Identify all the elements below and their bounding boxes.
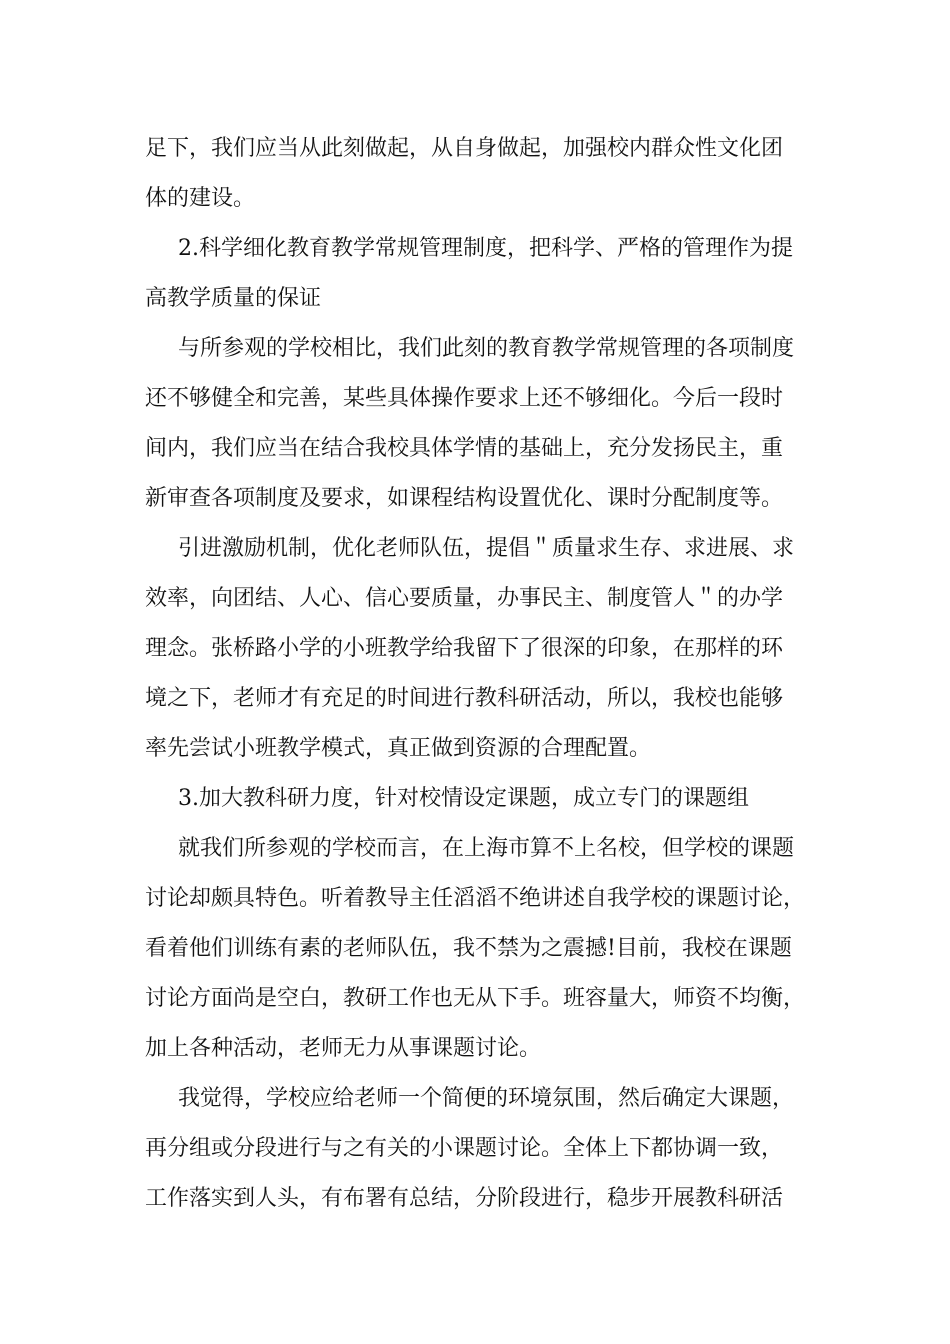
text-line: 讨论方面尚是空白，教研工作也无从下手。班容量大，师资不均衡， xyxy=(145,986,806,1011)
text-line: 看着他们训练有素的老师队伍，我不禁为之震撼!目前，我校在课题 xyxy=(145,936,792,961)
text-line: 体的建设。 xyxy=(145,186,256,211)
text-line: 间内，我们应当在结合我校具体学情的基础上，充分发扬民主，重 xyxy=(145,436,784,461)
text-line: 再分组或分段进行与之有关的小课题讨论。全体上下都协调一致， xyxy=(145,1136,784,1161)
text-line: 率先尝试小班教学模式，真正做到资源的合理配置。 xyxy=(145,736,652,761)
text-line: 足下，我们应当从此刻做起，从自身做起，加强校内群众性文化团 xyxy=(145,136,784,161)
text-line: 新审查各项制度及要求，如课程结构设置优化、课时分配制度等。 xyxy=(145,486,784,511)
text-line: 理念。张桥路小学的小班教学给我留下了很深的印象，在那样的环 xyxy=(145,636,784,661)
paragraph-start: 我觉得，学校应给老师一个简便的环境氛围，然后确定大课题， xyxy=(178,1086,795,1111)
text-line: 加上各种活动，老师无力从事课题讨论。 xyxy=(145,1036,542,1061)
section-heading-continued: 高教学质量的保证 xyxy=(145,286,322,311)
paragraph-start: 引进激励机制，优化老师队伍，提倡＂质量求生存、求进展、求 xyxy=(178,536,795,561)
paragraph-start: 与所参观的学校相比，我们此刻的教育教学常规管理的各项制度 xyxy=(178,336,795,361)
text-line: 境之下，老师才有充足的时间进行教科研活动，所以，我校也能够 xyxy=(145,686,784,711)
document-page xyxy=(145,124,825,1224)
paragraph-start: 就我们所参观的学校而言，在上海市算不上名校，但学校的课题 xyxy=(178,836,795,861)
text-line: 还不够健全和完善，某些具体操作要求上还不够细化。今后一段时 xyxy=(145,386,784,411)
text-line: 工作落实到人头，有布署有总结，分阶段进行，稳步开展教科研活 xyxy=(145,1186,784,1211)
text-line: 讨论却颇具特色。听着教导主任滔滔不绝讲述自我学校的课题讨论， xyxy=(145,886,806,911)
section-heading: 2.科学细化教育教学常规管理制度，把科学、严格的管理作为提 xyxy=(178,236,793,261)
text-line: 效率，向团结、人心、信心要质量，办事民主、制度管人＂的办学 xyxy=(145,586,784,611)
section-heading: 3.加大教科研力度，针对校情设定课题，成立专门的课题组 xyxy=(178,786,749,811)
